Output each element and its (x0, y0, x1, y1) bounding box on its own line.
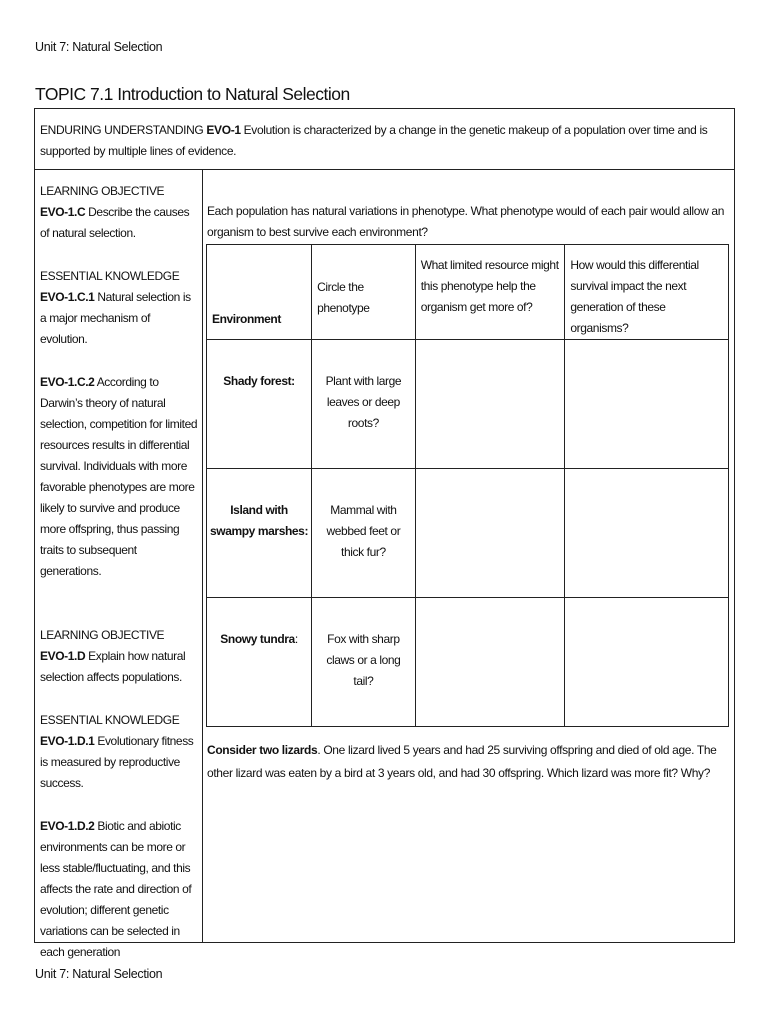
table-row (207, 469, 729, 598)
phenotype-cell[interactable]: Fox with sharp claws or a long tail? (312, 598, 416, 727)
topic-title: TOPIC 7.1 Introduction to Natural Selection (35, 84, 350, 104)
ek1-text: Natural selection is a major mechanism of evolution. (40, 290, 191, 346)
resource-answer-cell[interactable] (415, 469, 565, 598)
enduring-understanding (34, 108, 735, 170)
ek3-code: EVO-1.D.1 (40, 734, 95, 748)
essential-knowledge-2 (40, 372, 198, 582)
impact-answer-cell[interactable] (565, 469, 729, 598)
environment-label: Snowy tundra (220, 632, 295, 646)
lo1-text: Describe the causes of natural selection. (40, 205, 190, 240)
ek3-heading: ESSENTIAL KNOWLEDGE (40, 713, 180, 727)
impact-answer-cell[interactable] (565, 598, 729, 727)
ek3-text: Evolutionary fitness is measured by reproductive success. (40, 734, 194, 790)
learning-objective-2 (40, 625, 198, 688)
environment-cell (207, 598, 312, 727)
environment-cell: Island with swampy marshes: (207, 469, 312, 598)
essential-knowledge-3 (40, 710, 198, 794)
lizard-text: . One lizard lived 5 years and had 25 surviving offspring and died of old age. The other lizard was eaten by a bird at 3 years old, and had 30 offspring. Which lizard was more fit? Why? (207, 743, 717, 780)
phenotype-intro: Each population has natural variations in phenotype. What phenotype would of each pair would allow an organism to best survive each environment? (207, 204, 725, 239)
lo2-code: EVO-1.D (40, 649, 86, 663)
lo1-code: EVO-1.C (40, 205, 86, 219)
essential-knowledge-4 (40, 816, 198, 963)
page-footer: Unit 7: Natural Selection (35, 967, 163, 981)
enduring-code: EVO-1 (206, 123, 241, 137)
header-differential-survival: How would this differential survival impact the next generation of these organisms? (565, 245, 729, 340)
lizard-bold: Consider two lizards (207, 743, 318, 757)
header-circle-phenotype: Circle the phenotype (312, 245, 416, 340)
enduring-text: Evolution is characterized by a change in the genetic makeup of a population over time and is supported by multiple lines of evidence. (40, 123, 708, 158)
lizard-question (207, 739, 731, 785)
learning-objective-1 (40, 181, 198, 244)
ek4-code: EVO-1.D.2 (40, 819, 95, 833)
phenotype-cell[interactable]: Plant with large leaves or deep roots? (312, 340, 416, 469)
resource-answer-cell[interactable] (415, 340, 565, 469)
table-header-row (207, 245, 729, 340)
phenotype-table (206, 244, 729, 727)
lo1-heading: LEARNING OBJECTIVE (40, 184, 165, 198)
ek2-text: According to Darwin’s theory of natural selection, competition for limited resources results in differential survival. Individuals with more favorable phenotypes are more likely to survive and produce more offspring, thus passing traits to subsequent generations. (40, 375, 198, 578)
enduring-label: ENDURING UNDERSTANDING (40, 123, 207, 137)
phenotype-cell[interactable]: Mammal with webbed feet or thick fur? (312, 469, 416, 598)
ek4-text: Biotic and abiotic environments can be more or less stable/fluctuating, and this affects the rate and direction of evolution; different genetic variations can be selected in each generation (40, 819, 192, 959)
lo2-text: Explain how natural selection affects populations. (40, 649, 186, 684)
left-column (34, 169, 203, 959)
essential-knowledge-1 (40, 266, 198, 350)
environment-colon: : (294, 632, 298, 646)
environment-cell: Shady forest: (207, 340, 312, 469)
ek1-heading: ESSENTIAL KNOWLEDGE (40, 269, 180, 283)
header-environment: Environment (207, 245, 312, 340)
impact-answer-cell[interactable] (565, 340, 729, 469)
ek2-code: EVO-1.C.2 (40, 375, 95, 389)
header-limited-resource: What limited resource might this phenotype help the organism get more of? (415, 245, 565, 340)
ek1-code: EVO-1.C.1 (40, 290, 95, 304)
table-row (207, 598, 729, 727)
lo2-heading: LEARNING OBJECTIVE (40, 628, 165, 642)
page-header: Unit 7: Natural Selection (35, 40, 163, 54)
resource-answer-cell[interactable] (415, 598, 565, 727)
table-row (207, 340, 729, 469)
